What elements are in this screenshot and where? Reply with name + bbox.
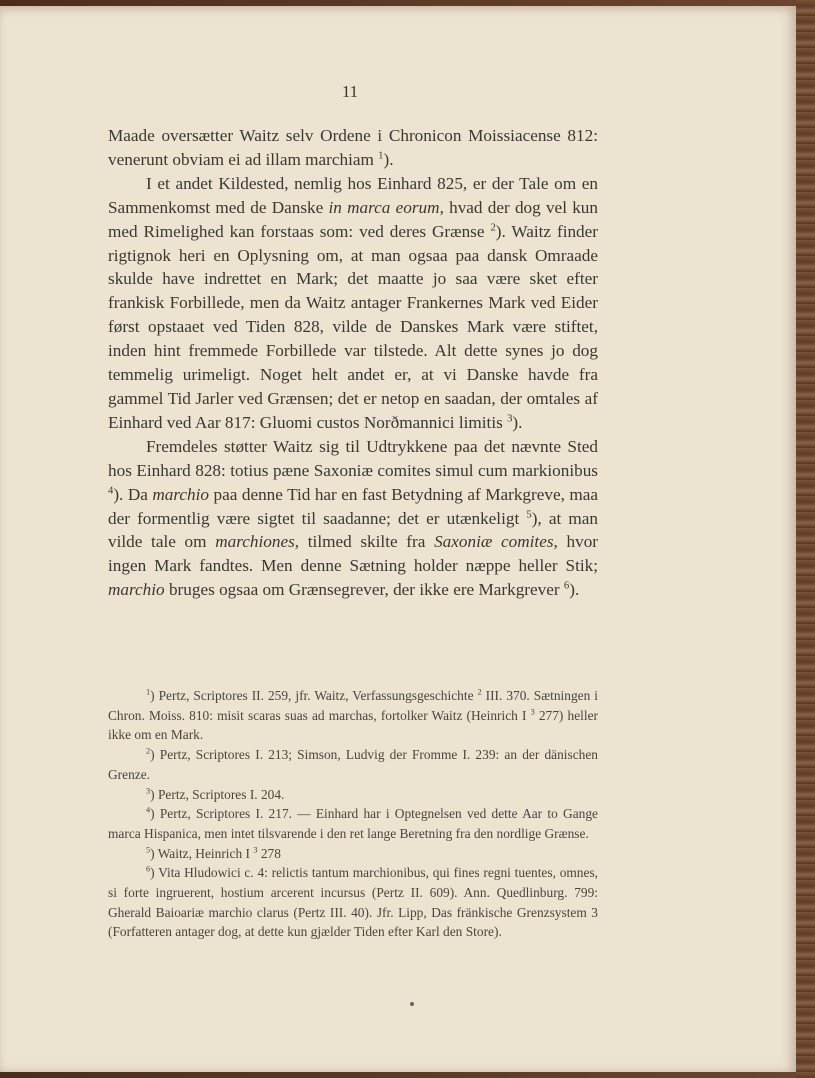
footnote-ref: 5 [526, 508, 532, 520]
page [0, 6, 796, 1072]
footnote [108, 686, 598, 745]
text-run: ) Pertz, Scriptores II. 259, jfr. Waitz, Verfassungsgeschichte [150, 688, 478, 703]
footnotes [108, 686, 598, 942]
footnote [108, 804, 598, 843]
text-run: ) Waitz, Heinrich I [150, 845, 254, 861]
italic-text: Saxoniæ comites [434, 532, 554, 552]
book-edge [796, 0, 815, 1078]
text-run: Fremdeles støtter Waitz sig til Udtrykkene paa det nævnte Sted hos Einhard 828: totius pæne Saxoniæ comites simul cum markionibus [108, 436, 598, 480]
text-run: I et andet Kildested, nemlig hos Einhard 825, er der Tale om en Sammenkomst med de Danske [108, 173, 598, 217]
footnote-ref: 4 [146, 805, 151, 815]
footnote-ref: 3 [146, 786, 151, 796]
text-run: paa denne Tid har en fast Betydning af Markgreve, maa der formentlig være sigtet til saadanne; det er utænkeligt [108, 484, 598, 528]
page-number: 11 [341, 82, 359, 101]
text-run: ). Da [113, 484, 153, 504]
text-run: 277) heller ikke om en Mark. [108, 707, 598, 743]
italic-text: marchio [108, 580, 165, 600]
footnote-ref: 3 [507, 413, 513, 425]
paragraph [108, 124, 598, 172]
text-run: ), at man vilde tale om [108, 508, 598, 552]
footnote [108, 785, 598, 805]
footnote-ref: 1 [378, 150, 384, 162]
text-run: , hvad der dog vel kun med Rimelighed kan forstaas som: ved deres Grænse [108, 197, 598, 241]
text-run: ). Waitz finder rigtignok heri en Oplysning om, at man ogsaa paa dansk Omraade skulde have indrettet en Mark; det maatte jo saa være sket efter frankisk Forbillede, men da Waitz antager Frankernes Mark ved Eider først opstaaet ved Tiden 828, vilde de Danskes Mark være stiftet, inden hint fremmede Forbillede var tilstede. Alt dette synes jo dog temmelig urimeligt. Noget helt andet er, at vi Danske havde fra gammel Tid Jarler ved Grænsen; det er netop en saadan, der omtales af Einhard ved Aar 817: Gluomi custos Norðmannici limitis [108, 221, 599, 432]
footnote [108, 745, 598, 784]
end-mark [410, 1002, 414, 1006]
footnote-ref: 2 [490, 221, 496, 233]
italic-text: marchiones, [215, 532, 300, 552]
footnote-ref: 1 [146, 687, 151, 697]
footnote-ref: 5 [146, 845, 151, 855]
footnote-ref: 2 [146, 746, 151, 756]
text-run: ). [383, 149, 394, 169]
italic-text: in marca eorum [328, 197, 440, 217]
footnote-ref: 4 [108, 484, 114, 496]
footnote-ref: 3 [530, 707, 535, 717]
text-run: bruges ogsaa om Grænsegrever, der ikke ere Markgrever [164, 580, 564, 600]
body-text [108, 124, 598, 602]
footnote [108, 863, 598, 942]
text-run: ) Vita Hludowici c. 4: relictis tantum marchionibus, qui fines regni tuentes, omnes, si forte ingruerent, hostium arcerent incursus (Pertz II. 609). Ann. Quedlinburg. 799: Gherald Baioariæ marchio clarus (Pertz III. 40). Jfr. Lipp, Das fränkische Grenzsystem 3 (Forfatteren antager dog, at dette kun gjælder Tiden efter Karl den Store). [108, 865, 598, 940]
text-run: III. 370. Sætningen i Chron. Moiss. 810: misit scaras suas ad marchas, fortolker Waitz (Heinrich I [108, 688, 598, 723]
footnote-ref: 2 [477, 687, 482, 697]
paragraph [108, 172, 598, 435]
italic-text: marchio [152, 484, 210, 504]
footnote-ref: 6 [563, 580, 570, 592]
text-run: 278 [257, 845, 281, 861]
footnote-ref: 6 [146, 864, 151, 874]
footnote [108, 844, 598, 864]
text-run: , hvor ingen Mark fandtes. Men denne Sætning holder næppe heller Stik; [108, 532, 599, 576]
paragraph [108, 435, 598, 602]
text-run: ). [512, 412, 523, 432]
text-run: ) Pertz, Scriptores I. 213; Simson, Ludvig der Fromme I. 239: an der dänischen Grenze. [108, 747, 598, 782]
text-run: tilmed skilte fra [299, 532, 435, 552]
text-run: ). [569, 580, 580, 600]
text-run: Maade oversætter Waitz selv Ordene i Chronicon Moissiacense 812: venerunt obviam ei ad illam marchiam [108, 126, 598, 169]
text-run: ) Pertz, Scriptores I. 204. [150, 786, 285, 802]
footnote-ref: 3 [253, 845, 258, 855]
text-run: ) Pertz, Scriptores I. 217. — Einhard har i Optegnelsen ved dette Aar to Gange marca Hispanica, men intet tilsvarende i den ret lange Beretning fra den nordlige Grænse. [108, 806, 598, 841]
